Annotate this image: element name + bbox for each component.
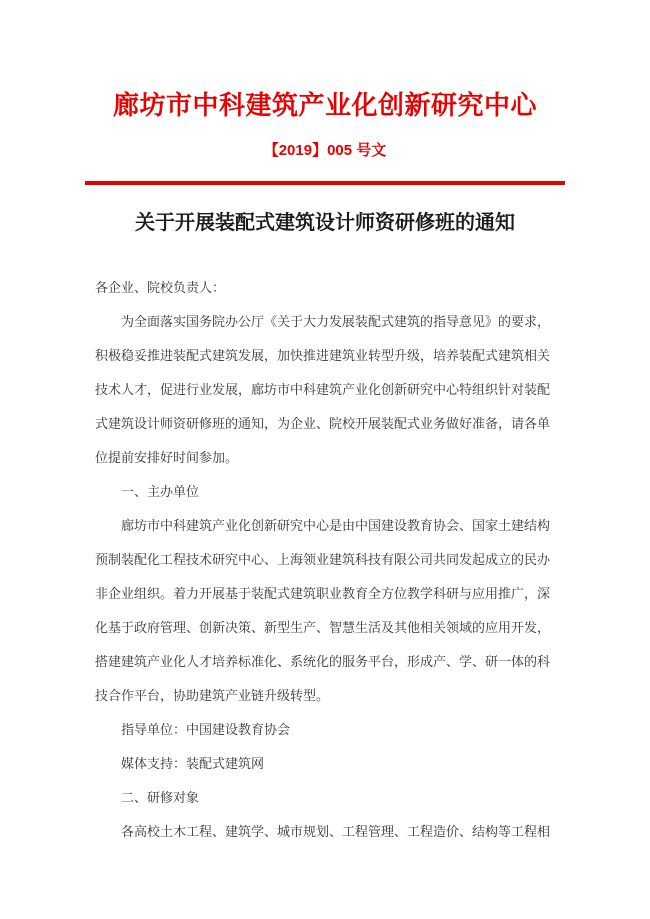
guidance-unit-line: 指导单位：中国建设教育协会 xyxy=(121,722,291,737)
intro-paragraph-line: 为全面落实国务院办公厅《关于大力发展装配式建筑的指导意见》的要求， xyxy=(121,314,551,329)
intro-paragraph-line: 技术人才，促进行业发展，廊坊市中科建筑产业化创新研究中心特组织针对装配 xyxy=(95,382,551,397)
org-title: 廊坊市中科建筑产业化创新研究中心 xyxy=(112,90,537,120)
organizer-paragraph-line: 搭建建筑产业化人才培养标准化、系统化的服务平台，形成产、学、研一体的科 xyxy=(95,654,551,669)
doc-number: 【2019】005 号文 xyxy=(263,142,387,159)
organizer-paragraph-line: 廊坊市中科建筑产业化创新研究中心是由中国建设教育协会、国家土建结构 xyxy=(121,518,551,533)
organizer-paragraph-line: 非企业组织。着力开展基于装配式建筑职业教育全方位教学科研与应用推广，深 xyxy=(95,586,551,601)
organizer-paragraph-line: 预制装配化工程技术研究中心、上海领业建筑科技有限公司共同发起成立的民办 xyxy=(95,552,551,567)
intro-paragraph-line: 式建筑设计师资研修班的通知，为企业、院校开展装配式业务做好准备，请各单 xyxy=(95,416,551,431)
document-body xyxy=(95,271,555,849)
media-support-line: 媒体支持：装配式建筑网 xyxy=(121,756,265,771)
intro-paragraph-line: 积极稳妥推进装配式建筑发展，加快推进建筑业转型升级，培养装配式建筑相关 xyxy=(95,348,551,363)
audience-paragraph-line: 各高校土木工程、建筑学、城市规划、工程管理、工程造价、结构等工程相 xyxy=(121,824,551,839)
section-1-heading-line: 一、主办单位 xyxy=(121,484,200,499)
red-divider-line xyxy=(85,181,565,185)
organizer-paragraph-line: 技合作平台，协助建筑产业链升级转型。 xyxy=(95,688,330,703)
salutation-line: 各企业、院校负责人： xyxy=(95,280,226,295)
section-2-heading-line: 二、研修对象 xyxy=(121,790,200,805)
document-title: 关于开展装配式建筑设计师资研修班的通知 xyxy=(135,212,515,234)
organizer-paragraph-line: 化基于政府管理、创新决策、新型生产、智慧生活及其他相关领域的应用开发， xyxy=(95,620,551,635)
intro-paragraph-line: 位提前安排好时间参加。 xyxy=(95,450,239,465)
